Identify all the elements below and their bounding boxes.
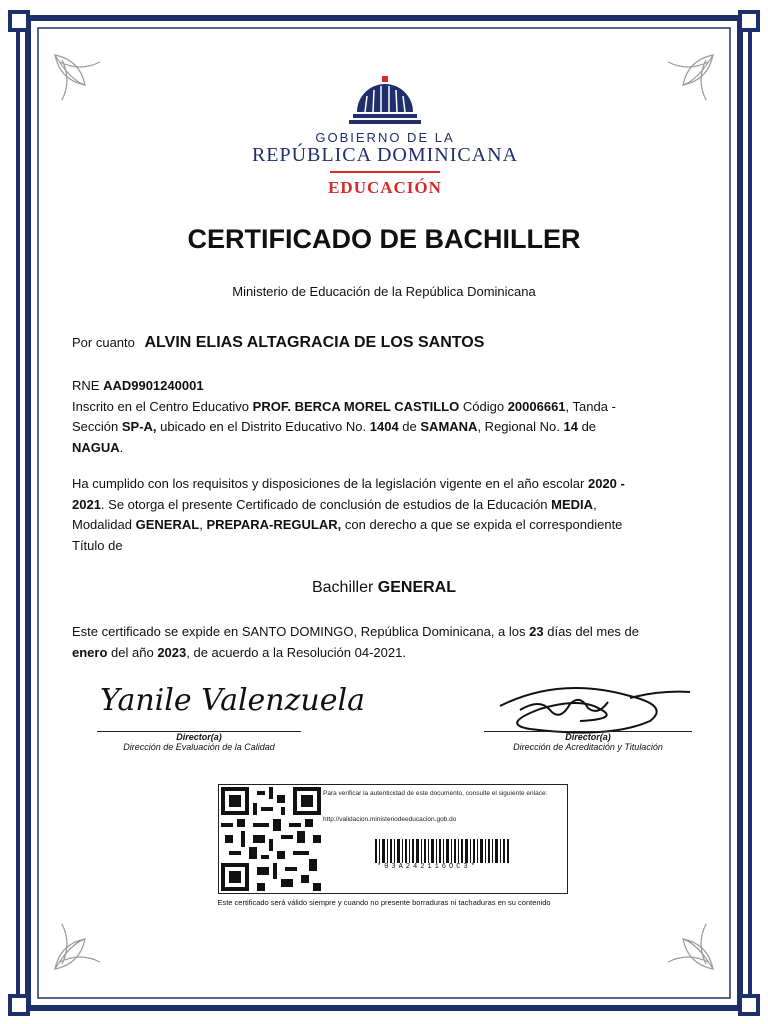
text: Título de	[72, 537, 123, 553]
document-subtitle: Ministerio de Educación de la República Dominicana	[232, 284, 536, 299]
verification-text: Para verificar la autenticidad de este documento, consulte el siguiente enlace:	[323, 790, 548, 797]
school-year-start: 2020 -	[587, 476, 625, 491]
por-cuanto-line	[72, 334, 484, 352]
handwritten-signature-right	[480, 676, 700, 732]
text: días del mes de	[547, 624, 640, 639]
logo-line1: GOBIERNO DE LA	[315, 130, 455, 145]
school-year-end: 2021	[72, 496, 101, 512]
province: SAMANA	[420, 419, 478, 434]
text: del año	[111, 644, 154, 660]
issue-month: enero	[72, 644, 108, 660]
bachiller-title	[0, 579, 768, 597]
svg-text:Yanile Valenzuela: Yanile Valenzuela	[100, 683, 365, 718]
text: . Se otorga el presente Certificado de conclusión de estudios de la Educación	[100, 496, 548, 512]
logo-line3: EDUCACIÓN	[328, 178, 442, 197]
validity-footnote: Este certificado será válido siempre y cuando no presente borraduras ni tachaduras en su contenido	[217, 898, 551, 907]
verification-url[interactable]: http://validacion.ministeriodeeducacion.gob.do	[323, 816, 457, 823]
regional: 14	[563, 419, 578, 434]
issue-day: 23	[529, 624, 544, 639]
bachiller-label: Bachiller	[311, 579, 374, 596]
signature-dept: Dirección de Acreditación y Titulación	[513, 742, 663, 752]
text: Código	[462, 398, 505, 414]
text: Inscrito en el Centro Educativo	[72, 398, 250, 414]
section: SP-A,	[121, 419, 157, 434]
text: , de acuerdo a la Resolución 04-2021.	[186, 644, 406, 660]
logo-line2: REPÚBLICA DOMINICANA	[251, 144, 519, 166]
government-logo	[230, 74, 540, 204]
signature-role: Director(a)	[565, 732, 611, 742]
signature-dept: Dirección de Evaluación de la Calidad	[123, 742, 275, 752]
paragraph-issuance	[72, 622, 692, 663]
barcode-text: *03A242116OC3*	[377, 863, 478, 871]
school-code: 20006661	[507, 398, 566, 414]
text: , Regional No.	[477, 419, 560, 434]
city: NAGUA	[72, 439, 120, 455]
barcode-icon	[375, 839, 509, 863]
bachiller-value: GENERAL	[377, 579, 457, 596]
education-level: MEDIA	[551, 496, 594, 512]
student-name: ALVIN ELIAS ALTAGRACIA DE LOS SANTOS	[144, 334, 485, 351]
text: , Tanda -	[565, 398, 616, 414]
rne-label: RNE	[72, 378, 100, 393]
paragraph-requirements	[72, 474, 692, 556]
paragraph-enrollment	[72, 376, 692, 458]
dome-icon	[345, 74, 425, 128]
qr-code-icon[interactable]	[221, 787, 321, 891]
program-type: PREPARA-REGULAR,	[206, 517, 342, 532]
por-cuanto-label: Por cuanto	[72, 335, 135, 350]
school-name: PROF. BERCA MOREL CASTILLO	[252, 398, 460, 414]
text: ,	[199, 517, 203, 532]
signature-role: Director(a)	[176, 732, 222, 742]
text: de	[402, 419, 417, 434]
text: Modalidad	[72, 517, 132, 532]
text: .	[119, 439, 124, 455]
text: Ha cumplido con los requisitos y disposiciones de la legislación vigente en el año escolar	[72, 476, 585, 491]
text: de	[581, 419, 597, 434]
verification-box	[218, 784, 568, 894]
text: ,	[593, 496, 597, 512]
rne-value: AAD9901240001	[103, 378, 204, 393]
text: con derecho a que se expida el correspondiente	[344, 517, 623, 532]
text: Este certificado se expide en SANTO DOMINGO, República Dominicana, a los	[72, 624, 526, 639]
text: ubicado en el Distrito Educativo No.	[160, 419, 367, 434]
document-title: CERTIFICADO DE BACHILLER	[187, 224, 581, 254]
district: 1404	[369, 419, 399, 434]
text: Sección	[72, 419, 119, 434]
issue-year: 2023	[157, 644, 187, 660]
modality: GENERAL	[135, 517, 200, 532]
logo-divider	[330, 171, 440, 173]
handwritten-signature-left	[95, 672, 365, 732]
